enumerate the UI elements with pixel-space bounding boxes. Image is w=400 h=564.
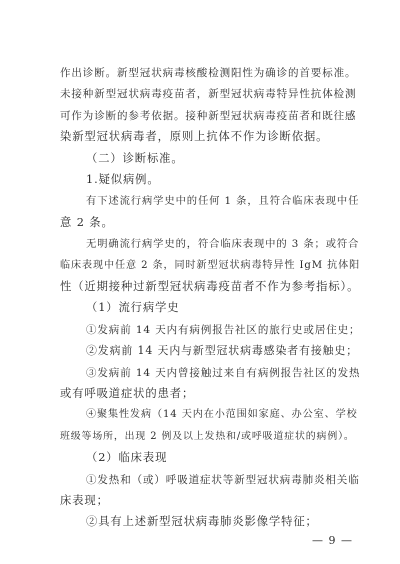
subsection-heading: 1.疑似病例。 [86,173,160,186]
list-item-3: ③发病前 14 天内曾接触过来自有病例报告社区的发热 [86,366,361,379]
paragraph-line-11: 性（近期接种过新型冠状病毒疫苗者不作为参考指标）。 [60,280,360,293]
paragraph-line-1: 作出诊断。新型冠状病毒核酸检测阳性为确诊的首要标准。 [60,67,357,79]
paragraph-line-9: 无明确流行病学史的，符合临床表现中的 3 条；或符合 [86,238,360,251]
paragraph-line-2: 未接种新型冠状病毒疫苗者，新型冠状病毒特异性抗体检测 [60,88,357,101]
clinical-item-1: ①发热和（或）呼吸道症状等新型冠状病毒肺炎相关临 [86,473,360,486]
list-heading-clinical: （2）临床表现 [86,451,168,465]
list-heading-epidemiology: （1）流行病学史 [86,301,180,315]
paragraph-line-8: 意 2 条。 [60,215,114,229]
section-heading: （二）诊断标准。 [86,151,184,165]
paragraph-line-4: 染新型冠状病毒者，原则上抗体不作为诊断依据。 [60,130,329,144]
paragraph-line-3: 可作为诊断的参考依据。接种新型冠状病毒疫苗者和既往感 [60,109,357,122]
list-item-1: ①发病前 14 天内有病例报告社区的旅行史或居住史； [86,323,361,336]
list-item-4-cont: 班级等场所，出现 2 例及以上发热和/或呼吸道症状的病例）。 [60,430,355,442]
page-number: — 9 — [312,534,353,547]
list-item-3-cont: 或有呼吸道症状的患者； [60,387,195,400]
list-item-4: ④聚集性发病（14 天内在小范围如家庭、办公室、学校 [86,409,358,421]
list-item-2: ②发病前 14 天内与新型冠状病毒感染者有接触史； [86,344,358,358]
clinical-item-2: ②具有上述新型冠状病毒肺炎影像学特征； [86,515,318,529]
paragraph-line-10: 临床表现中任意 2 条，同时新型冠状病毒特异性 IgM 抗体阳 [60,259,361,271]
paragraph-line-7: 有下述流行病学史中的任何 1 条，且符合临床表现中任 [86,195,360,208]
clinical-item-1-cont: 床表现； [60,494,109,507]
